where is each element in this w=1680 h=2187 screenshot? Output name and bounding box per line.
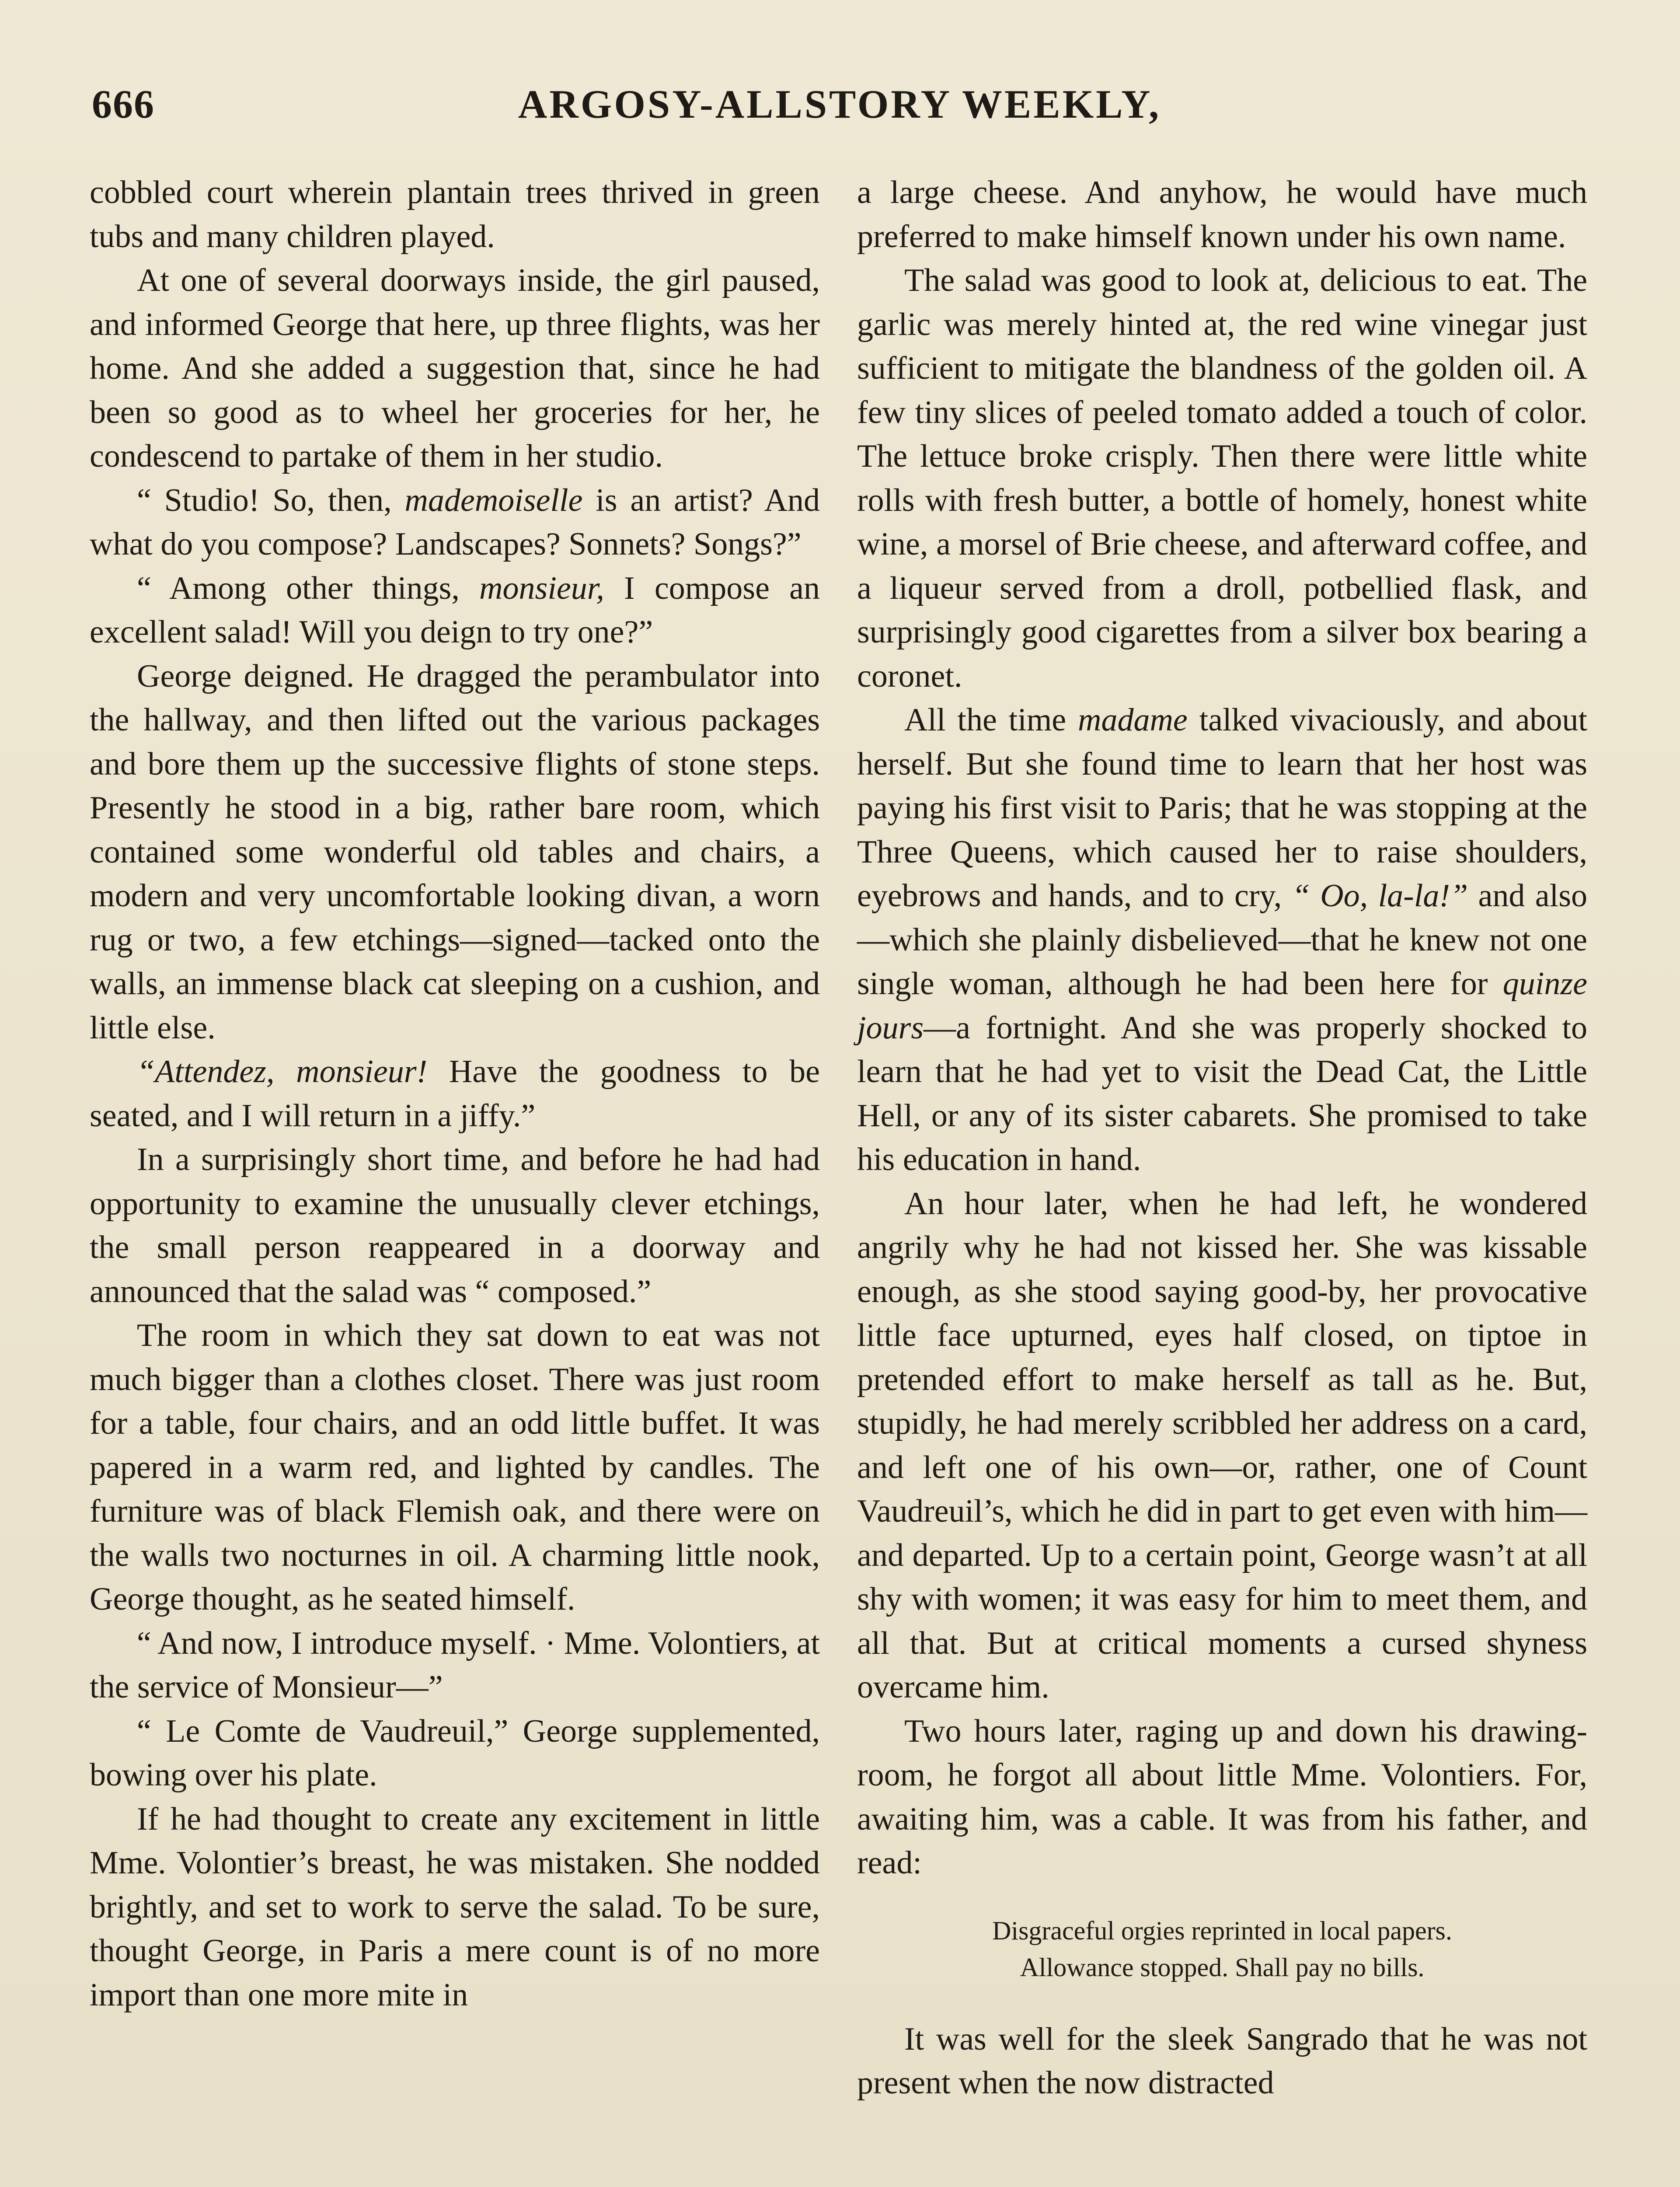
paragraph: cobbled court wherein plantain trees thrived in green tubs and many children played. (90, 175, 820, 255)
left-column (90, 171, 820, 2017)
page-header (92, 81, 1587, 138)
paragraph: If he had thought to create any excitement in little Mme. Volontier’s breast, he was mistaken. She nodded brightly, and set to work to serve the salad. To be sure, thought George, in Paris a mere count is of no more import than one more mite in (90, 1801, 820, 2013)
text-run: All the time (904, 702, 1078, 738)
paragraph: At one of several doorways inside, the girl paused, and informed George that here, up three flights, was her home. And she added a suggestion that, since he had been so good as to wheel her groceries for her, he condescend to partake of them in her studio. (90, 262, 820, 474)
cable-line: Disgraceful orgies reprinted in local papers. (992, 1916, 1452, 1945)
italic-text: madame (1078, 702, 1188, 738)
paragraph: “ Le Comte de Vaudreuil,” George supplemented, bowing over his plate. (90, 1713, 820, 1793)
italic-text: mademoiselle (404, 482, 583, 518)
cable-line: Allowance stopped. Shall pay no bills. (1020, 1953, 1425, 1982)
italic-text: monsieur, (479, 570, 604, 606)
running-head: ARGOSY-ALLSTORY WEEKLY, (518, 82, 1161, 126)
paragraph: The salad was good to look at, delicious to eat. The garlic was merely hinted at, the red wine vinegar just sufficient to mitigate the blandness of the golden oil. A few tiny slices of peeled tomato added a touch of color. The lettuce broke crisply. Then there were little white rolls with fresh butter, a bottle of homely, honest white wine, a morsel of Brie cheese, and afterward coffee, and a liqueur served from a droll, potbellied flask, and surprisingly good cigarettes from a silver box bearing a coronet. (857, 262, 1587, 694)
paragraph (857, 698, 1587, 1182)
italic-text: “ Oo, la-la!” (1292, 878, 1468, 914)
page-number: 666 (92, 82, 155, 126)
paragraph: An hour later, when he had left, he wondered angrily why he had not kissed her. She was kissable enough, as she stood saying good-by, her provocative little face upturned, eyes half closed, on tiptoe in pretended effort to make herself as tall as he. But, stupidly, he had merely scribbled her address on a card, and left one of his own—or, rather, one of Count Vaudreuil’s, which he did in part to get even with him—and departed. Up to a certain point, George wasn’t at all shy with women; it was easy for him to meet them, and all that. But at critical moments a cursed shyness overcame him. (857, 1185, 1587, 1705)
right-column (857, 171, 1587, 2105)
paragraph: It was well for the sleek Sangrado that he was not present when the now distracted (857, 2021, 1587, 2101)
text-run: “ Studio! So, then, (137, 482, 405, 518)
text-run: “ Among other things, (137, 570, 480, 606)
text-run: is an artist? And what do you compose? Landscapes? Sonnets? Songs?” (90, 482, 820, 562)
text-run: and also—which she plainly disbelieved—that he knew not one single woman, although he had been here for (857, 878, 1587, 1002)
paragraph (90, 1050, 820, 1138)
text-run: —a fortnight. And she was properly shocked to learn that he had yet to visit the Dead Cat, the Little Hell, or any of its sister cabarets. She promised to take his education in hand. (857, 1010, 1587, 1177)
paragraph: In a surprisingly short time, and before he had had opportunity to examine the unusually clever etchings, the small person reappeared in a doorway and announced that the salad was “ composed.” (90, 1142, 820, 1310)
paragraph: The room in which they sat down to eat was not much bigger than a clothes closet. There was just room for a table, four chairs, and an odd little buffet. It was papered in a warm red, and lighted by candles. The furniture was of black Flemish oak, and there were on the walls two nocturnes in oil. A charming little nook, George thought, as he seated himself. (90, 1317, 820, 1617)
paragraph (90, 566, 820, 654)
paragraph: “ And now, I introduce myself. · Mme. Volontiers, at the service of Monsieur—” (90, 1625, 820, 1705)
text-run: Have the goodness to be seated, and I will return in a jiffy.” (90, 1054, 820, 1134)
text-run: talked vivaciously, and about herself. But she found time to learn that her host was paying his first visit to Paris; that he was stopping at the Three Queens, which caused her to raise shoulders, eyebrows and hands, and to cry, (857, 702, 1587, 914)
paragraph: Two hours later, raging up and down his drawing-room, he forgot all about little Mme. Volontiers. For, awaiting him, was a cable. It was from his father, and read: (857, 1713, 1587, 1881)
cable-message (857, 1912, 1587, 1986)
paragraph: George deigned. He dragged the perambulator into the hallway, and then lifted out the various packages and bore them up the successive flights of stone steps. Presently he stood in a big, rather bare room, which contained some wonderful old tables and chairs, a modern and very uncomfortable looking divan, a worn rug or two, a few etchings—signed—tacked onto the walls, an immense black cat sleeping on a cushion, and little else. (90, 658, 820, 1046)
italic-text: quinze jours (857, 966, 1587, 1046)
text-run: I compose an excellent salad! Will you deign to try one?” (90, 570, 820, 650)
italic-text: “Attendez, monsieur! (137, 1054, 428, 1090)
paragraph: a large cheese. And anyhow, he would have much preferred to make himself known under his own name. (857, 175, 1587, 255)
paragraph (90, 479, 820, 566)
